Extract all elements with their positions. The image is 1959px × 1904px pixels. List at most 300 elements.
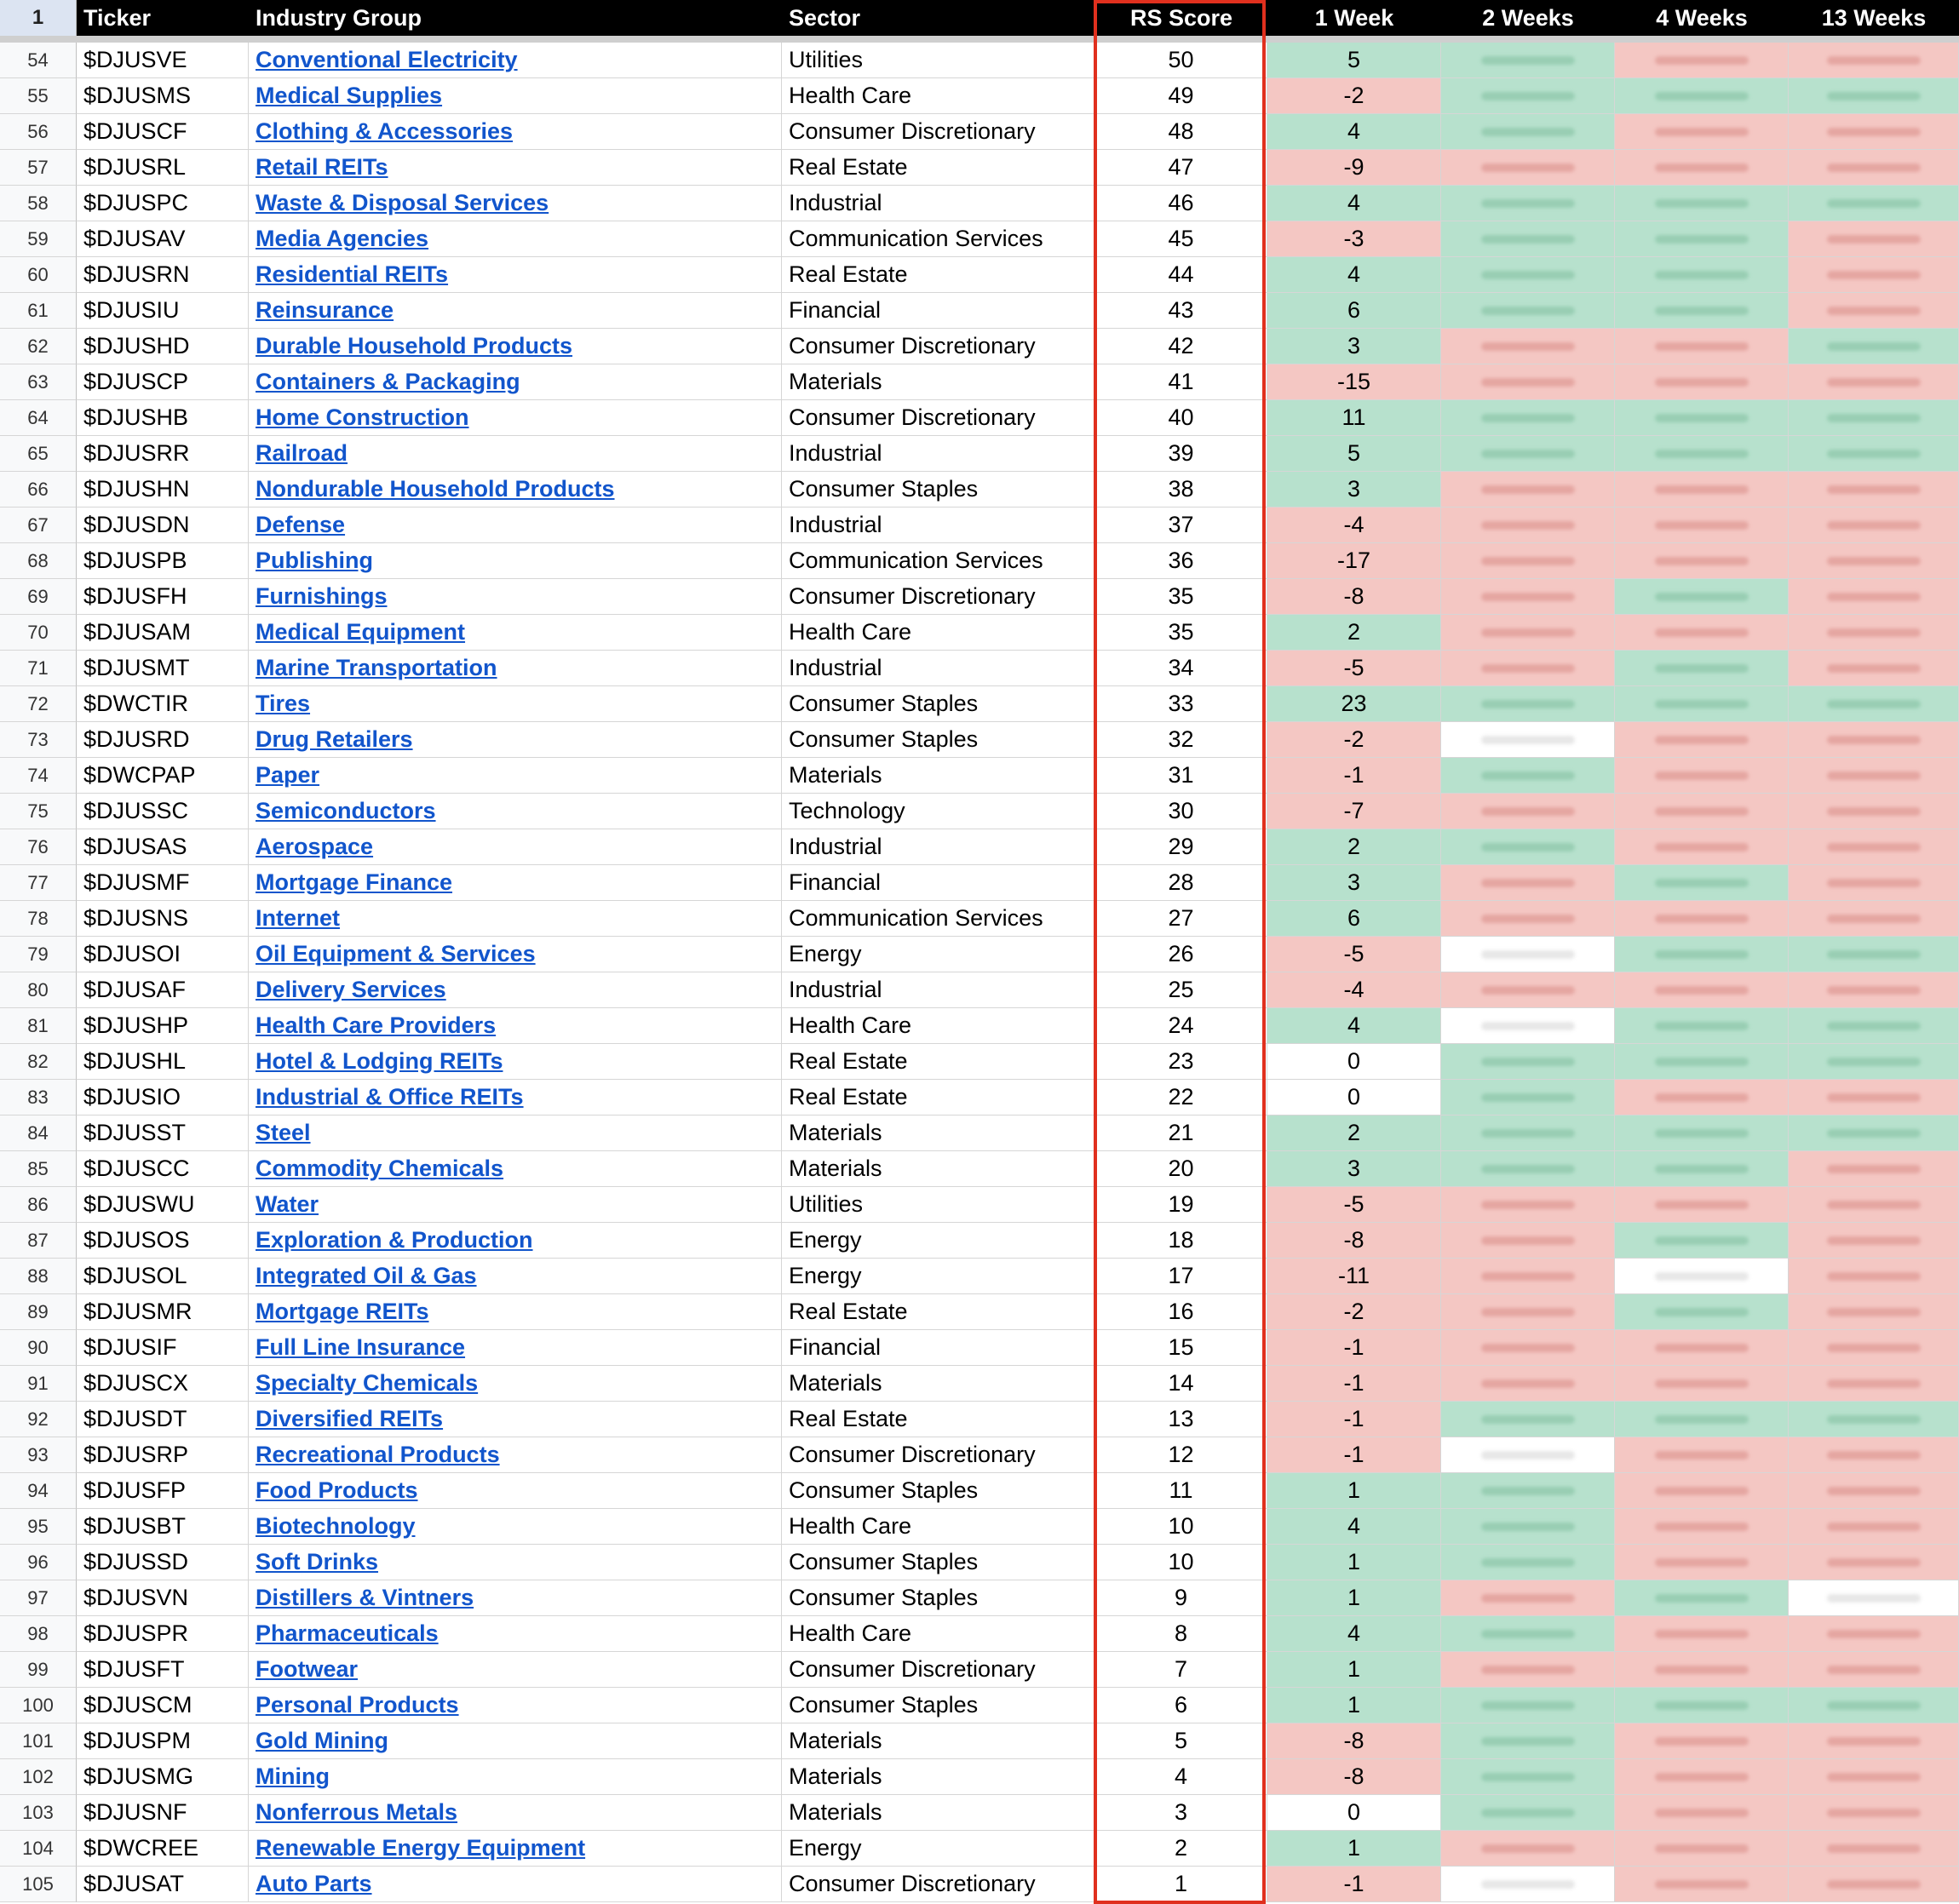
row-number[interactable]: 56 — [0, 114, 77, 150]
industry-group-cell[interactable] — [249, 722, 782, 758]
ticker-cell[interactable]: $DJUSDT — [77, 1402, 249, 1437]
ticker-cell[interactable]: $DJUSBT — [77, 1509, 249, 1545]
rs-score-cell[interactable]: 11 — [1095, 1473, 1267, 1509]
row-number[interactable]: 73 — [0, 722, 77, 758]
week-1-change-cell[interactable]: -17 — [1267, 543, 1441, 579]
week-1-change-cell[interactable]: 4 — [1267, 257, 1441, 293]
industry-group-link[interactable]: Specialty Chemicals — [256, 1370, 479, 1396]
column-header-sector[interactable]: Sector — [789, 4, 861, 31]
sector-cell[interactable]: Consumer Staples — [782, 1580, 1095, 1616]
industry-group-link[interactable]: Integrated Oil & Gas — [256, 1263, 477, 1288]
week-4-change-cell[interactable] — [1615, 221, 1789, 257]
week-1-change-cell[interactable]: -1 — [1267, 1366, 1441, 1402]
week-13-change-cell[interactable] — [1789, 1151, 1959, 1187]
industry-group-cell[interactable] — [249, 1080, 782, 1115]
week-4-change-cell[interactable] — [1615, 1402, 1789, 1437]
rs-score-cell[interactable]: 30 — [1095, 794, 1267, 829]
industry-group-link[interactable]: Food Products — [256, 1477, 418, 1503]
week-4-change-cell[interactable] — [1615, 901, 1789, 937]
week-2-change-cell[interactable] — [1441, 329, 1615, 364]
row-number[interactable]: 80 — [0, 972, 77, 1008]
sector-cell[interactable]: Technology — [782, 794, 1095, 829]
rs-score-cell[interactable]: 26 — [1095, 937, 1267, 972]
industry-group-link[interactable]: Marine Transportation — [256, 655, 497, 680]
rs-score-cell[interactable]: 28 — [1095, 865, 1267, 901]
week-2-change-cell[interactable] — [1441, 43, 1615, 78]
rs-score-cell[interactable]: 42 — [1095, 329, 1267, 364]
sector-cell[interactable]: Health Care — [782, 78, 1095, 114]
sector-cell[interactable]: Real Estate — [782, 1402, 1095, 1437]
week-13-change-cell[interactable] — [1789, 43, 1959, 78]
row-number[interactable]: 61 — [0, 293, 77, 329]
column-header-industry-group[interactable]: Industry Group — [256, 4, 422, 31]
row-number[interactable]: 91 — [0, 1366, 77, 1402]
sector-cell[interactable]: Materials — [782, 758, 1095, 794]
industry-group-link[interactable]: Containers & Packaging — [256, 369, 520, 394]
sector-cell[interactable]: Materials — [782, 1115, 1095, 1151]
industry-group-link[interactable]: Water — [256, 1191, 319, 1217]
week-2-change-cell[interactable] — [1441, 1151, 1615, 1187]
week-2-change-cell[interactable] — [1441, 937, 1615, 972]
rs-score-cell[interactable]: 39 — [1095, 436, 1267, 472]
week-4-change-cell[interactable] — [1615, 436, 1789, 472]
week-1-change-cell[interactable]: 1 — [1267, 1688, 1441, 1723]
sector-cell[interactable]: Financial — [782, 1330, 1095, 1366]
row-number[interactable]: 83 — [0, 1080, 77, 1115]
week-1-change-cell[interactable]: -2 — [1267, 78, 1441, 114]
sector-cell[interactable]: Financial — [782, 293, 1095, 329]
ticker-cell[interactable]: $DJUSOL — [77, 1259, 249, 1294]
industry-group-cell[interactable] — [249, 78, 782, 114]
week-1-change-cell[interactable]: -8 — [1267, 1723, 1441, 1759]
week-2-change-cell[interactable] — [1441, 543, 1615, 579]
industry-group-cell[interactable] — [249, 937, 782, 972]
week-4-change-cell[interactable] — [1615, 364, 1789, 400]
sector-cell[interactable]: Consumer Discretionary — [782, 579, 1095, 615]
ticker-cell[interactable]: $DJUSFH — [77, 579, 249, 615]
industry-group-cell[interactable] — [249, 615, 782, 651]
sector-cell[interactable]: Consumer Discretionary — [782, 329, 1095, 364]
ticker-cell[interactable]: $DWCPAP — [77, 758, 249, 794]
ticker-cell[interactable]: $DJUSHB — [77, 400, 249, 436]
rs-score-cell[interactable]: 23 — [1095, 1044, 1267, 1080]
week-2-change-cell[interactable] — [1441, 400, 1615, 436]
ticker-cell[interactable]: $DJUSMR — [77, 1294, 249, 1330]
week-13-change-cell[interactable] — [1789, 1580, 1959, 1616]
week-2-change-cell[interactable] — [1441, 1115, 1615, 1151]
industry-group-cell[interactable] — [249, 1223, 782, 1259]
week-4-change-cell[interactable] — [1615, 1366, 1789, 1402]
week-2-change-cell[interactable] — [1441, 579, 1615, 615]
rs-score-cell[interactable]: 50 — [1095, 43, 1267, 78]
week-1-change-cell[interactable]: -5 — [1267, 937, 1441, 972]
week-2-change-cell[interactable] — [1441, 651, 1615, 686]
week-1-change-cell[interactable]: 3 — [1267, 1151, 1441, 1187]
industry-group-cell[interactable] — [249, 186, 782, 221]
week-2-change-cell[interactable] — [1441, 364, 1615, 400]
industry-group-cell[interactable] — [249, 43, 782, 78]
week-2-change-cell[interactable] — [1441, 1473, 1615, 1509]
week-2-change-cell[interactable] — [1441, 1867, 1615, 1902]
week-4-change-cell[interactable] — [1615, 1008, 1789, 1044]
week-4-change-cell[interactable] — [1615, 579, 1789, 615]
industry-group-link[interactable]: Footwear — [256, 1656, 359, 1682]
row-number[interactable]: 104 — [0, 1831, 77, 1867]
industry-group-cell[interactable] — [249, 651, 782, 686]
week-2-change-cell[interactable] — [1441, 1330, 1615, 1366]
sector-cell[interactable]: Industrial — [782, 829, 1095, 865]
ticker-cell[interactable]: $DJUSHN — [77, 472, 249, 508]
industry-group-link[interactable]: Nondurable Household Products — [256, 476, 615, 502]
week-1-change-cell[interactable]: -5 — [1267, 651, 1441, 686]
week-13-change-cell[interactable] — [1789, 615, 1959, 651]
week-4-change-cell[interactable] — [1615, 1795, 1789, 1831]
ticker-cell[interactable]: $DJUSHL — [77, 1044, 249, 1080]
sector-cell[interactable]: Energy — [782, 1223, 1095, 1259]
industry-group-cell[interactable] — [249, 1294, 782, 1330]
industry-group-cell[interactable] — [249, 1259, 782, 1294]
sector-cell[interactable]: Consumer Staples — [782, 686, 1095, 722]
week-13-change-cell[interactable] — [1789, 1259, 1959, 1294]
ticker-cell[interactable]: $DJUSCX — [77, 1366, 249, 1402]
rs-score-cell[interactable]: 48 — [1095, 114, 1267, 150]
week-13-change-cell[interactable] — [1789, 257, 1959, 293]
week-2-change-cell[interactable] — [1441, 114, 1615, 150]
sector-cell[interactable]: Real Estate — [782, 150, 1095, 186]
industry-group-link[interactable]: Retail REITs — [256, 154, 388, 180]
week-2-change-cell[interactable] — [1441, 901, 1615, 937]
rs-score-cell[interactable]: 35 — [1095, 579, 1267, 615]
rs-score-cell[interactable]: 14 — [1095, 1366, 1267, 1402]
sector-cell[interactable]: Consumer Staples — [782, 1688, 1095, 1723]
industry-group-cell[interactable] — [249, 364, 782, 400]
week-1-change-cell[interactable]: 4 — [1267, 1008, 1441, 1044]
week-1-change-cell[interactable]: 4 — [1267, 1509, 1441, 1545]
industry-group-cell[interactable] — [249, 758, 782, 794]
week-13-change-cell[interactable] — [1789, 937, 1959, 972]
sector-cell[interactable]: Real Estate — [782, 257, 1095, 293]
ticker-cell[interactable]: $DJUSFT — [77, 1652, 249, 1688]
sector-cell[interactable]: Industrial — [782, 508, 1095, 543]
ticker-cell[interactable]: $DJUSCC — [77, 1151, 249, 1187]
week-2-change-cell[interactable] — [1441, 221, 1615, 257]
rs-score-cell[interactable]: 13 — [1095, 1402, 1267, 1437]
sector-cell[interactable]: Materials — [782, 1759, 1095, 1795]
week-1-change-cell[interactable]: 0 — [1267, 1044, 1441, 1080]
ticker-cell[interactable]: $DJUSAF — [77, 972, 249, 1008]
rs-score-cell[interactable]: 24 — [1095, 1008, 1267, 1044]
row-number[interactable]: 88 — [0, 1259, 77, 1294]
column-header-rs-score[interactable]: RS Score — [1129, 4, 1233, 31]
week-13-change-cell[interactable] — [1789, 1473, 1959, 1509]
industry-group-cell[interactable] — [249, 1831, 782, 1867]
industry-group-cell[interactable] — [249, 436, 782, 472]
week-2-change-cell[interactable] — [1441, 1688, 1615, 1723]
row-number[interactable]: 97 — [0, 1580, 77, 1616]
week-4-change-cell[interactable] — [1615, 794, 1789, 829]
industry-group-cell[interactable] — [249, 686, 782, 722]
row-number[interactable]: 98 — [0, 1616, 77, 1652]
week-13-change-cell[interactable] — [1789, 543, 1959, 579]
week-4-change-cell[interactable] — [1615, 1580, 1789, 1616]
week-4-change-cell[interactable] — [1615, 543, 1789, 579]
sector-cell[interactable]: Health Care — [782, 1616, 1095, 1652]
week-1-change-cell[interactable]: 1 — [1267, 1545, 1441, 1580]
row-number[interactable]: 78 — [0, 901, 77, 937]
industry-group-link[interactable]: Mortgage Finance — [256, 869, 453, 895]
week-2-change-cell[interactable] — [1441, 865, 1615, 901]
sector-cell[interactable]: Industrial — [782, 651, 1095, 686]
week-13-change-cell[interactable] — [1789, 1402, 1959, 1437]
ticker-cell[interactable]: $DWCREE — [77, 1831, 249, 1867]
row-number[interactable]: 67 — [0, 508, 77, 543]
week-2-change-cell[interactable] — [1441, 1294, 1615, 1330]
rs-score-cell[interactable]: 35 — [1095, 615, 1267, 651]
week-1-change-cell[interactable]: -5 — [1267, 1187, 1441, 1223]
week-13-change-cell[interactable] — [1789, 364, 1959, 400]
rs-score-cell[interactable]: 12 — [1095, 1437, 1267, 1473]
rs-score-cell[interactable]: 29 — [1095, 829, 1267, 865]
industry-group-cell[interactable] — [249, 1867, 782, 1902]
week-4-change-cell[interactable] — [1615, 722, 1789, 758]
week-2-change-cell[interactable] — [1441, 1080, 1615, 1115]
week-2-change-cell[interactable] — [1441, 1437, 1615, 1473]
row-number[interactable]: 70 — [0, 615, 77, 651]
industry-group-cell[interactable] — [249, 1044, 782, 1080]
week-13-change-cell[interactable] — [1789, 508, 1959, 543]
rs-score-cell[interactable]: 5 — [1095, 1723, 1267, 1759]
week-13-change-cell[interactable] — [1789, 186, 1959, 221]
week-13-change-cell[interactable] — [1789, 400, 1959, 436]
week-1-change-cell[interactable]: 0 — [1267, 1080, 1441, 1115]
week-2-change-cell[interactable] — [1441, 1044, 1615, 1080]
rs-score-cell[interactable]: 45 — [1095, 221, 1267, 257]
week-1-change-cell[interactable]: -3 — [1267, 221, 1441, 257]
week-1-change-cell[interactable]: -4 — [1267, 972, 1441, 1008]
week-13-change-cell[interactable] — [1789, 1831, 1959, 1867]
week-1-change-cell[interactable]: -2 — [1267, 722, 1441, 758]
industry-group-link[interactable]: Medical Supplies — [256, 83, 443, 108]
sector-cell[interactable]: Communication Services — [782, 221, 1095, 257]
rs-score-cell[interactable]: 33 — [1095, 686, 1267, 722]
sector-cell[interactable]: Real Estate — [782, 1294, 1095, 1330]
week-13-change-cell[interactable] — [1789, 722, 1959, 758]
week-1-change-cell[interactable]: -1 — [1267, 1402, 1441, 1437]
week-13-change-cell[interactable] — [1789, 794, 1959, 829]
week-4-change-cell[interactable] — [1615, 78, 1789, 114]
ticker-cell[interactable]: $DJUSPB — [77, 543, 249, 579]
week-2-change-cell[interactable] — [1441, 1366, 1615, 1402]
industry-group-link[interactable]: Tires — [256, 691, 311, 716]
week-1-change-cell[interactable]: -1 — [1267, 1867, 1441, 1902]
row-number[interactable]: 63 — [0, 364, 77, 400]
column-header-2-weeks[interactable]: 2 Weeks — [1482, 4, 1574, 31]
sector-cell[interactable]: Energy — [782, 1259, 1095, 1294]
sector-cell[interactable]: Materials — [782, 1366, 1095, 1402]
week-4-change-cell[interactable] — [1615, 1437, 1789, 1473]
week-4-change-cell[interactable] — [1615, 758, 1789, 794]
industry-group-link[interactable]: Renewable Energy Equipment — [256, 1835, 586, 1861]
rs-score-cell[interactable]: 34 — [1095, 651, 1267, 686]
ticker-cell[interactable]: $DJUSVN — [77, 1580, 249, 1616]
week-13-change-cell[interactable] — [1789, 1044, 1959, 1080]
industry-group-link[interactable]: Semiconductors — [256, 798, 436, 823]
row-number[interactable]: 89 — [0, 1294, 77, 1330]
industry-group-link[interactable]: Nonferrous Metals — [256, 1799, 458, 1825]
ticker-cell[interactable]: $DJUSIF — [77, 1330, 249, 1366]
ticker-cell[interactable]: $DJUSOS — [77, 1223, 249, 1259]
ticker-cell[interactable]: $DJUSDN — [77, 508, 249, 543]
column-header-13-weeks[interactable]: 13 Weeks — [1821, 4, 1927, 31]
week-1-change-cell[interactable]: -7 — [1267, 794, 1441, 829]
sector-cell[interactable]: Consumer Discretionary — [782, 1652, 1095, 1688]
industry-group-cell[interactable] — [249, 472, 782, 508]
industry-group-link[interactable]: Mining — [256, 1763, 330, 1789]
industry-group-link[interactable]: Waste & Disposal Services — [256, 190, 549, 215]
week-2-change-cell[interactable] — [1441, 1831, 1615, 1867]
industry-group-cell[interactable] — [249, 1008, 782, 1044]
week-1-change-cell[interactable]: 6 — [1267, 901, 1441, 937]
week-13-change-cell[interactable] — [1789, 1867, 1959, 1902]
week-2-change-cell[interactable] — [1441, 794, 1615, 829]
industry-group-link[interactable]: Oil Equipment & Services — [256, 941, 536, 966]
rs-score-cell[interactable]: 20 — [1095, 1151, 1267, 1187]
week-13-change-cell[interactable] — [1789, 1187, 1959, 1223]
sector-cell[interactable]: Materials — [782, 1151, 1095, 1187]
industry-group-link[interactable]: Home Construction — [256, 404, 469, 430]
row-number[interactable]: 103 — [0, 1795, 77, 1831]
week-4-change-cell[interactable] — [1615, 1330, 1789, 1366]
industry-group-cell[interactable] — [249, 257, 782, 293]
ticker-cell[interactable]: $DJUSMF — [77, 865, 249, 901]
industry-group-cell[interactable] — [249, 1151, 782, 1187]
week-4-change-cell[interactable] — [1615, 1151, 1789, 1187]
row-number[interactable]: 86 — [0, 1187, 77, 1223]
industry-group-link[interactable]: Publishing — [256, 548, 373, 573]
sector-cell[interactable]: Materials — [782, 1795, 1095, 1831]
week-1-change-cell[interactable]: 2 — [1267, 829, 1441, 865]
sector-cell[interactable]: Health Care — [782, 1509, 1095, 1545]
industry-group-link[interactable]: Furnishings — [256, 583, 388, 609]
week-4-change-cell[interactable] — [1615, 1509, 1789, 1545]
week-2-change-cell[interactable] — [1441, 1259, 1615, 1294]
week-13-change-cell[interactable] — [1789, 293, 1959, 329]
rs-score-cell[interactable]: 46 — [1095, 186, 1267, 221]
week-13-change-cell[interactable] — [1789, 651, 1959, 686]
week-1-change-cell[interactable]: 3 — [1267, 472, 1441, 508]
industry-group-cell[interactable] — [249, 293, 782, 329]
week-1-change-cell[interactable]: 5 — [1267, 436, 1441, 472]
week-1-change-cell[interactable]: -15 — [1267, 364, 1441, 400]
ticker-cell[interactable]: $DWCTIR — [77, 686, 249, 722]
sector-cell[interactable]: Industrial — [782, 972, 1095, 1008]
row-number[interactable]: 71 — [0, 651, 77, 686]
week-13-change-cell[interactable] — [1789, 1509, 1959, 1545]
ticker-cell[interactable]: $DJUSPM — [77, 1723, 249, 1759]
week-1-change-cell[interactable]: 23 — [1267, 686, 1441, 722]
week-13-change-cell[interactable] — [1789, 150, 1959, 186]
row-number[interactable]: 81 — [0, 1008, 77, 1044]
week-4-change-cell[interactable] — [1615, 293, 1789, 329]
ticker-cell[interactable]: $DJUSVE — [77, 43, 249, 78]
week-1-change-cell[interactable]: 2 — [1267, 1115, 1441, 1151]
industry-group-cell[interactable] — [249, 865, 782, 901]
row-number[interactable]: 64 — [0, 400, 77, 436]
week-13-change-cell[interactable] — [1789, 579, 1959, 615]
ticker-cell[interactable]: $DJUSMT — [77, 651, 249, 686]
row-number[interactable]: 58 — [0, 186, 77, 221]
ticker-cell[interactable]: $DJUSPR — [77, 1616, 249, 1652]
week-2-change-cell[interactable] — [1441, 1759, 1615, 1795]
industry-group-cell[interactable] — [249, 1115, 782, 1151]
ticker-cell[interactable]: $DJUSNF — [77, 1795, 249, 1831]
row-number[interactable]: 74 — [0, 758, 77, 794]
week-2-change-cell[interactable] — [1441, 186, 1615, 221]
rs-score-cell[interactable]: 18 — [1095, 1223, 1267, 1259]
row-number[interactable]: 68 — [0, 543, 77, 579]
sector-cell[interactable]: Consumer Discretionary — [782, 114, 1095, 150]
week-2-change-cell[interactable] — [1441, 1795, 1615, 1831]
week-4-change-cell[interactable] — [1615, 1759, 1789, 1795]
ticker-cell[interactable]: $DJUSCM — [77, 1688, 249, 1723]
rs-score-cell[interactable]: 9 — [1095, 1580, 1267, 1616]
week-2-change-cell[interactable] — [1441, 1545, 1615, 1580]
ticker-cell[interactable]: $DJUSST — [77, 1115, 249, 1151]
week-13-change-cell[interactable] — [1789, 1616, 1959, 1652]
week-1-change-cell[interactable]: 3 — [1267, 865, 1441, 901]
industry-group-link[interactable]: Exploration & Production — [256, 1227, 533, 1253]
sector-cell[interactable]: Consumer Discretionary — [782, 1867, 1095, 1902]
ticker-cell[interactable]: $DJUSIO — [77, 1080, 249, 1115]
row-number[interactable]: 85 — [0, 1151, 77, 1187]
ticker-cell[interactable]: $DJUSRD — [77, 722, 249, 758]
week-1-change-cell[interactable]: -1 — [1267, 758, 1441, 794]
week-13-change-cell[interactable] — [1789, 865, 1959, 901]
week-2-change-cell[interactable] — [1441, 1008, 1615, 1044]
week-4-change-cell[interactable] — [1615, 1187, 1789, 1223]
sector-cell[interactable]: Consumer Discretionary — [782, 1437, 1095, 1473]
row-number[interactable]: 57 — [0, 150, 77, 186]
week-4-change-cell[interactable] — [1615, 257, 1789, 293]
week-1-change-cell[interactable]: 1 — [1267, 1473, 1441, 1509]
rs-score-cell[interactable]: 25 — [1095, 972, 1267, 1008]
week-1-change-cell[interactable]: -1 — [1267, 1437, 1441, 1473]
industry-group-link[interactable]: Media Agencies — [256, 226, 429, 251]
industry-group-cell[interactable] — [249, 508, 782, 543]
column-header-4-weeks[interactable]: 4 Weeks — [1656, 4, 1748, 31]
industry-group-cell[interactable] — [249, 114, 782, 150]
rs-score-cell[interactable]: 49 — [1095, 78, 1267, 114]
row-number[interactable]: 96 — [0, 1545, 77, 1580]
sector-cell[interactable]: Health Care — [782, 615, 1095, 651]
week-4-change-cell[interactable] — [1615, 43, 1789, 78]
industry-group-cell[interactable] — [249, 901, 782, 937]
week-13-change-cell[interactable] — [1789, 221, 1959, 257]
industry-group-cell[interactable] — [249, 579, 782, 615]
week-1-change-cell[interactable]: 11 — [1267, 400, 1441, 436]
ticker-cell[interactable]: $DJUSSC — [77, 794, 249, 829]
week-13-change-cell[interactable] — [1789, 1759, 1959, 1795]
sector-cell[interactable]: Consumer Staples — [782, 472, 1095, 508]
rs-score-cell[interactable]: 15 — [1095, 1330, 1267, 1366]
column-header-1-week[interactable]: 1 Week — [1314, 4, 1394, 31]
week-4-change-cell[interactable] — [1615, 1223, 1789, 1259]
week-4-change-cell[interactable] — [1615, 472, 1789, 508]
week-13-change-cell[interactable] — [1789, 972, 1959, 1008]
industry-group-link[interactable]: Commodity Chemicals — [256, 1156, 504, 1181]
week-13-change-cell[interactable] — [1789, 1080, 1959, 1115]
week-4-change-cell[interactable] — [1615, 651, 1789, 686]
